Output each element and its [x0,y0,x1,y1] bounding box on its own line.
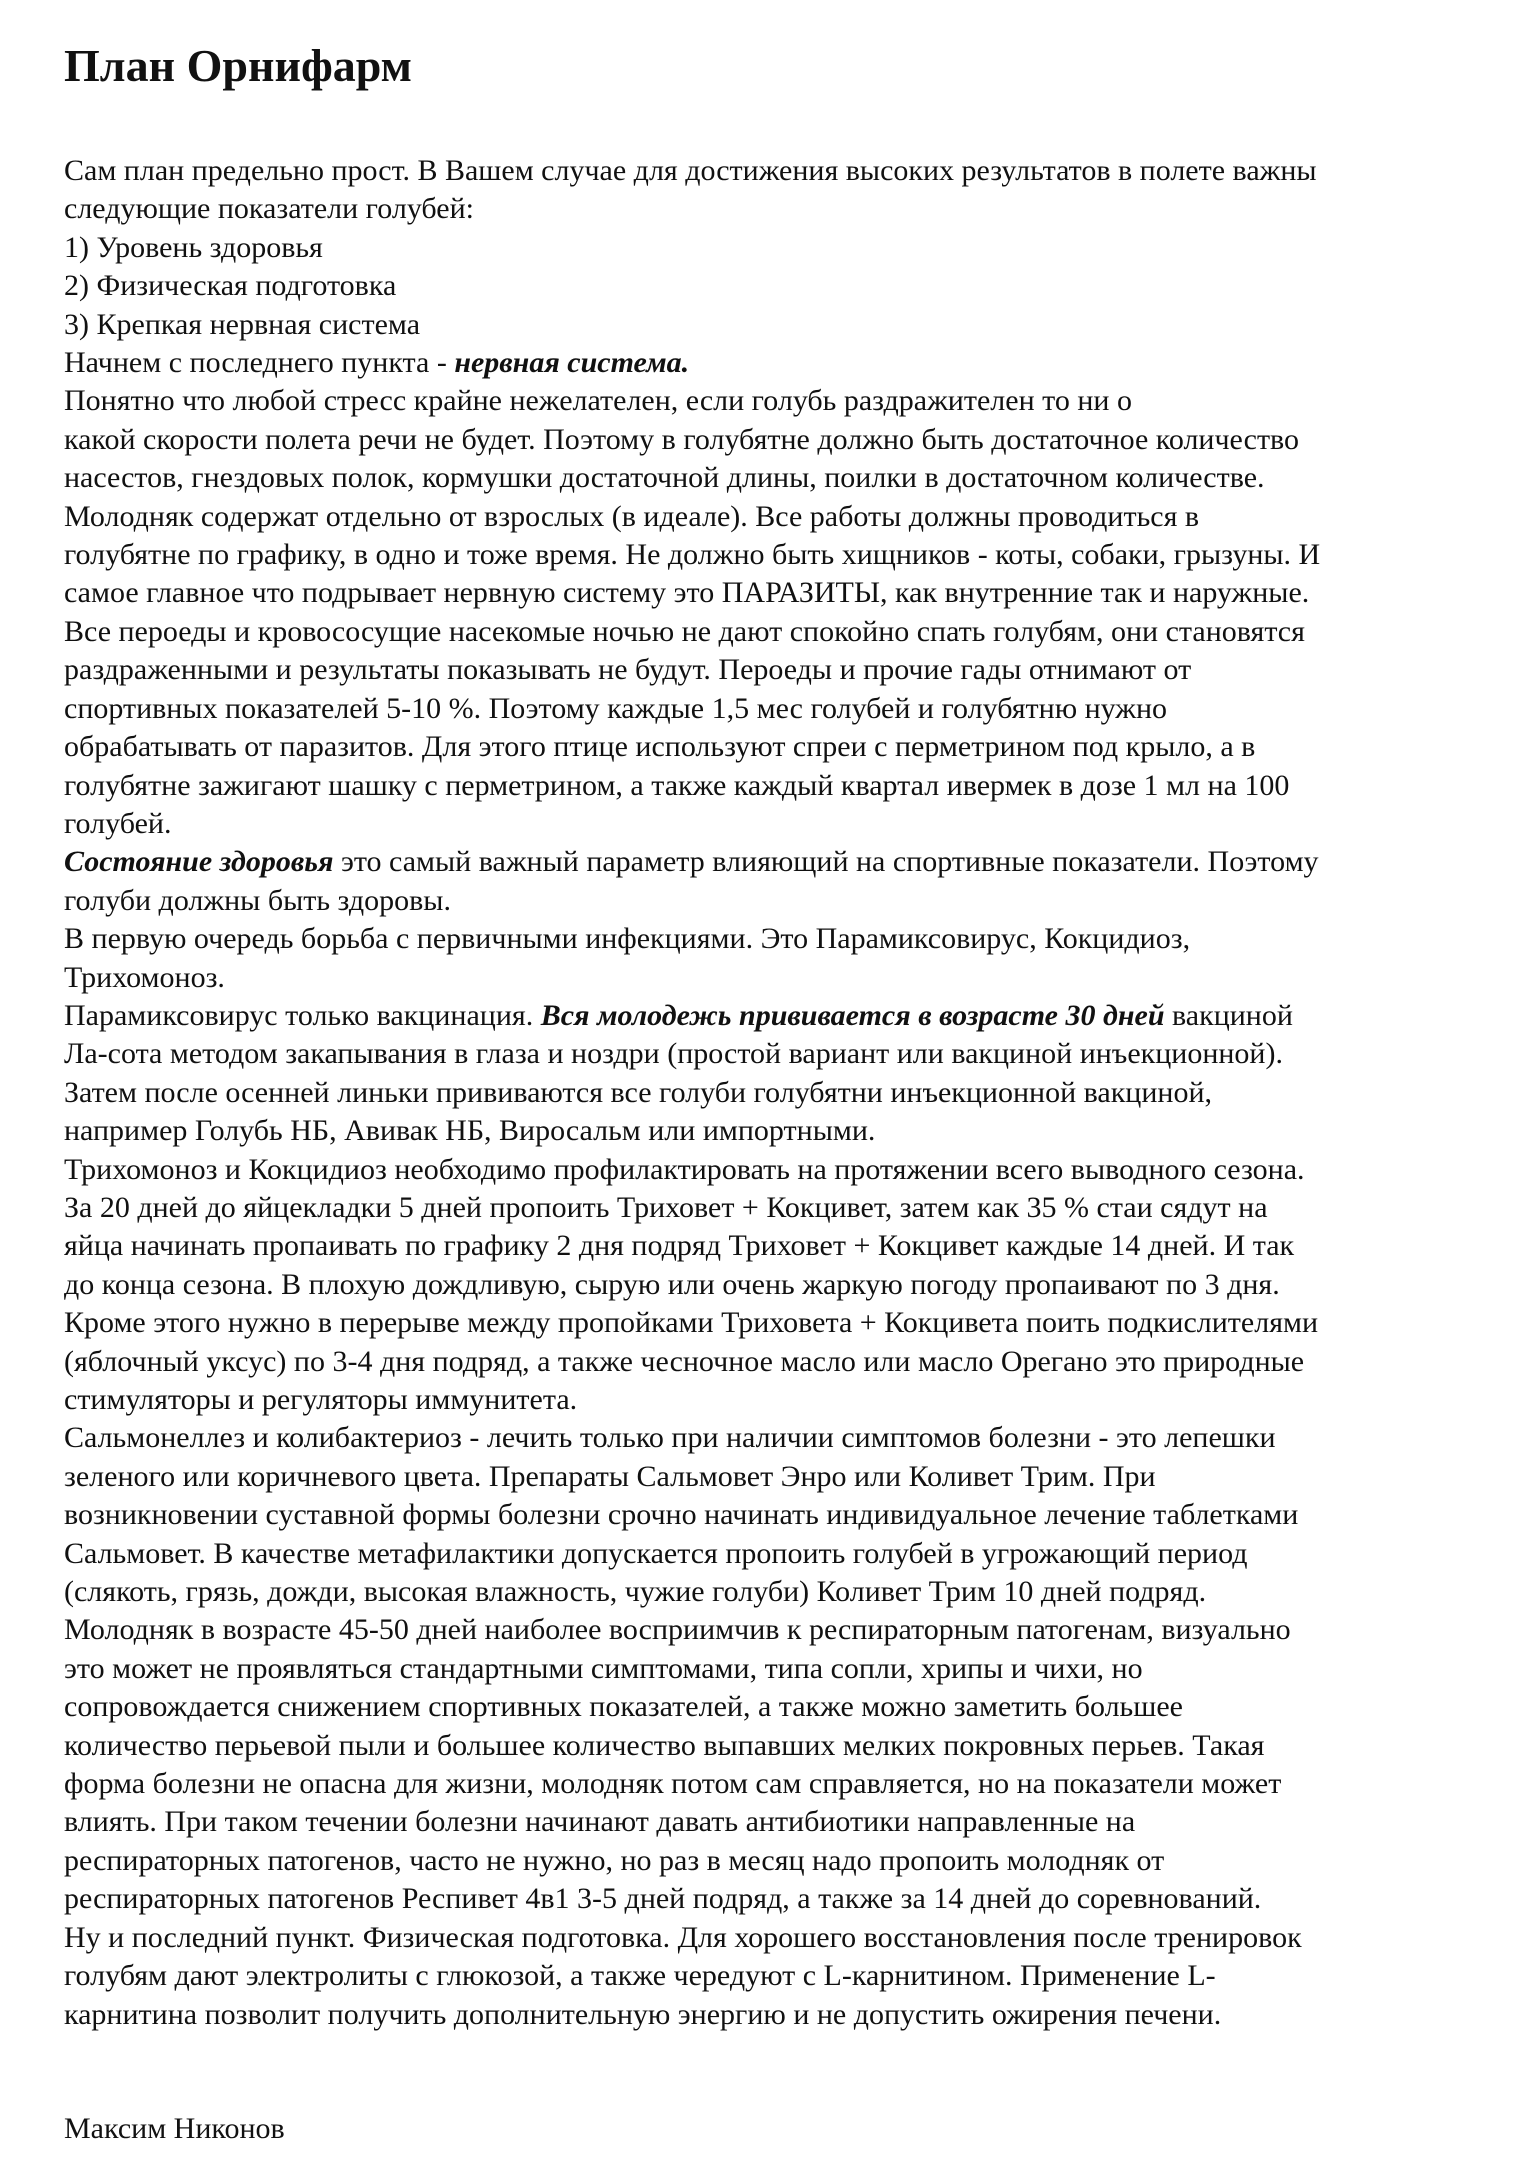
text-line: (яблочный уксус) по 3-4 дня подряд, а также чесночное масло или масло Орегано это природные [64,1344,1305,1378]
text-line: раздраженными и результаты показывать не будут. Пероеды и прочие гады отнимают от [64,653,1192,687]
text-line: Кроме этого нужно в перерыве между пропойками Триховета + Кокцивета поить подкислителями [64,1306,1319,1340]
text-line: насестов, гнездовых полок, кормушки достаточной длины, поилки в достаточном количестве. [64,461,1265,495]
text-line: голубятне по графику, в одно и тоже время. Не должно быть хищников - коты, собаки, грызуны. И [64,538,1321,572]
text-line: (слякоть, грязь, дожди, высокая влажность, чужие голуби) Коливет Трим 10 дней подряд. [64,1575,1207,1609]
text-line: Сальмовет. В качестве метафилактики допускается пропоить голубей в угрожающий период [64,1536,1248,1570]
text-line: голуби должны быть здоровы. [64,883,451,917]
text-line: до конца сезона. В плохую дождливую, сырую или очень жаркую погоду пропаивают по 3 дня. [64,1267,1280,1301]
text-line: Трихомоноз. [64,960,225,994]
text-line: яйца начинать пропаивать по графику 2 дня подряд Триховет + Кокцивет каждые 14 дней. И так [64,1229,1295,1263]
text-line: сопровождается снижением спортивных показателей, а также можно заметить большее [64,1690,1183,1724]
text-line: стимуляторы и регуляторы иммунитета. [64,1383,578,1416]
text-run: Начнем с последнего пункта - [64,346,455,380]
text-line: Все пероеды и кровососущие насекомые ночью не дают спокойно спать голубям, они становятся [64,614,1305,648]
text-line: респираторных патогенов, часто не нужно, но раз в месяц надо пропоить молодняк от [64,1843,1165,1877]
text-line: 2) Физическая подготовка [64,269,397,303]
text-line [64,344,1484,382]
text-line: Ла-сота методом закапывания в глаза и ноздри (простой вариант или вакциной инъекционной). [64,1037,1283,1071]
text-line: голубятне зажигают шашку с перметрином, а также каждый квартал ивермек в дозе 1 мл на 100 [64,768,1290,802]
text-line: следующие показатели голубей: [64,192,474,226]
text-line: Молодняк содержат отдельно от взрослых (в идеале). Все работы должны проводиться в [64,499,1200,533]
text-line: 1) Уровень здоровья [64,230,323,264]
text-line: зеленого или коричневого цвета. Препараты Сальмовет Энро или Коливет Трим. При [64,1459,1156,1493]
text-line: количество перьевой пыли и большее количество выпавших мелких покровных перьев. Такая [64,1728,1265,1762]
text-line: карнитина позволит получить дополнительную энергию и не допустить ожирения печени. [64,1997,1222,2031]
document-body [64,152,1484,2034]
text-line: какой скорости полета речи не будет. Поэтому в голубятне должно быть достаточное количество [64,422,1300,456]
text-line: 3) Крепкая нервная система [64,307,421,341]
emphasis-italic: Вся молодежь прививается в возрасте 30 дней [540,998,1173,1032]
text-line: За 20 дней до яйцекладки 5 дней пропоить Триховет + Кокцивет, затем как 35 % стаи сядут на [64,1190,1268,1224]
text-line: спортивных показателей 5-10 %. Поэтому каждые 1,5 мес голубей и голубятню нужно [64,691,1168,725]
text-line [64,843,1484,881]
emphasis-italic: нервная система. [454,346,690,380]
text-line: голубям дают электролиты с глюкозой, а также чередуют с L-карнитином. Применение L- [64,1959,1216,1993]
text-line: Молодняк в возрасте 45-50 дней наиболее восприимчив к респираторным патогенам, визуально [64,1613,1291,1647]
text-line: Сальмонеллез и колибактериоз - лечить только при наличии симптомов болезни - это лепешки [64,1421,1276,1455]
text-line [64,997,1484,1035]
text-line: Трихомоноз и Кокцидиоз необходимо профилактировать на протяжении всего выводного сезона. [64,1152,1305,1186]
text-run: Парамиксовирус только вакцинация. [64,998,541,1032]
text-line: В первую очередь борьба с первичными инфекциями. Это Парамиксовирус, Кокцидиоз, [64,922,1191,956]
text-line: это может не проявляться стандартными симптомами, типа сопли, хрипы и чихи, но [64,1651,1143,1685]
page-title: План Орнифарм [64,40,413,91]
text-line: самое главное что подрывает нервную систему это ПАРАЗИТЫ, как внутренние так и наружные. [64,576,1310,610]
text-line: Понятно что любой стресс крайне нежелателен, если голубь раздражителен то ни о [64,384,1132,418]
signature: Максим Никонов [64,2112,285,2145]
text-line: влиять. При таком течении болезни начинают давать антибиотики направленные на [64,1805,1136,1839]
text-run: это самый важный параметр влияющий на спортивные показатели. Поэтому [333,845,1319,879]
text-line: возникновении суставной формы болезни срочно начинать индивидуальное лечение таблетками [64,1498,1299,1532]
text-line: Сам план предельно прост. В Вашем случае для достижения высоких результатов в полете важны [64,154,1317,187]
emphasis-italic: Состояние здоровья [64,845,334,879]
text-line: Ну и последний пункт. Физическая подготовка. Для хорошего восстановления после тренировок [64,1920,1302,1954]
text-line: респираторных патогенов Респивет 4в1 3-5 дней подряд, а также за 14 дней до соревнований. [64,1882,1262,1916]
text-line: Затем после осенней линьки прививаются все голуби голубятни инъекционной вакциной, [64,1075,1212,1109]
text-run: вакциной [1172,998,1293,1032]
text-line: например Голубь НБ, Авивак НБ, Виросальм или импортными. [64,1114,876,1148]
text-line: форма болезни не опасна для жизни, молодняк потом сам справляется, но на показатели может [64,1767,1282,1801]
text-line: обрабатывать от паразитов. Для этого птице используют спреи с перметрином под крыло, а в [64,730,1256,764]
text-line: голубей. [64,806,172,840]
